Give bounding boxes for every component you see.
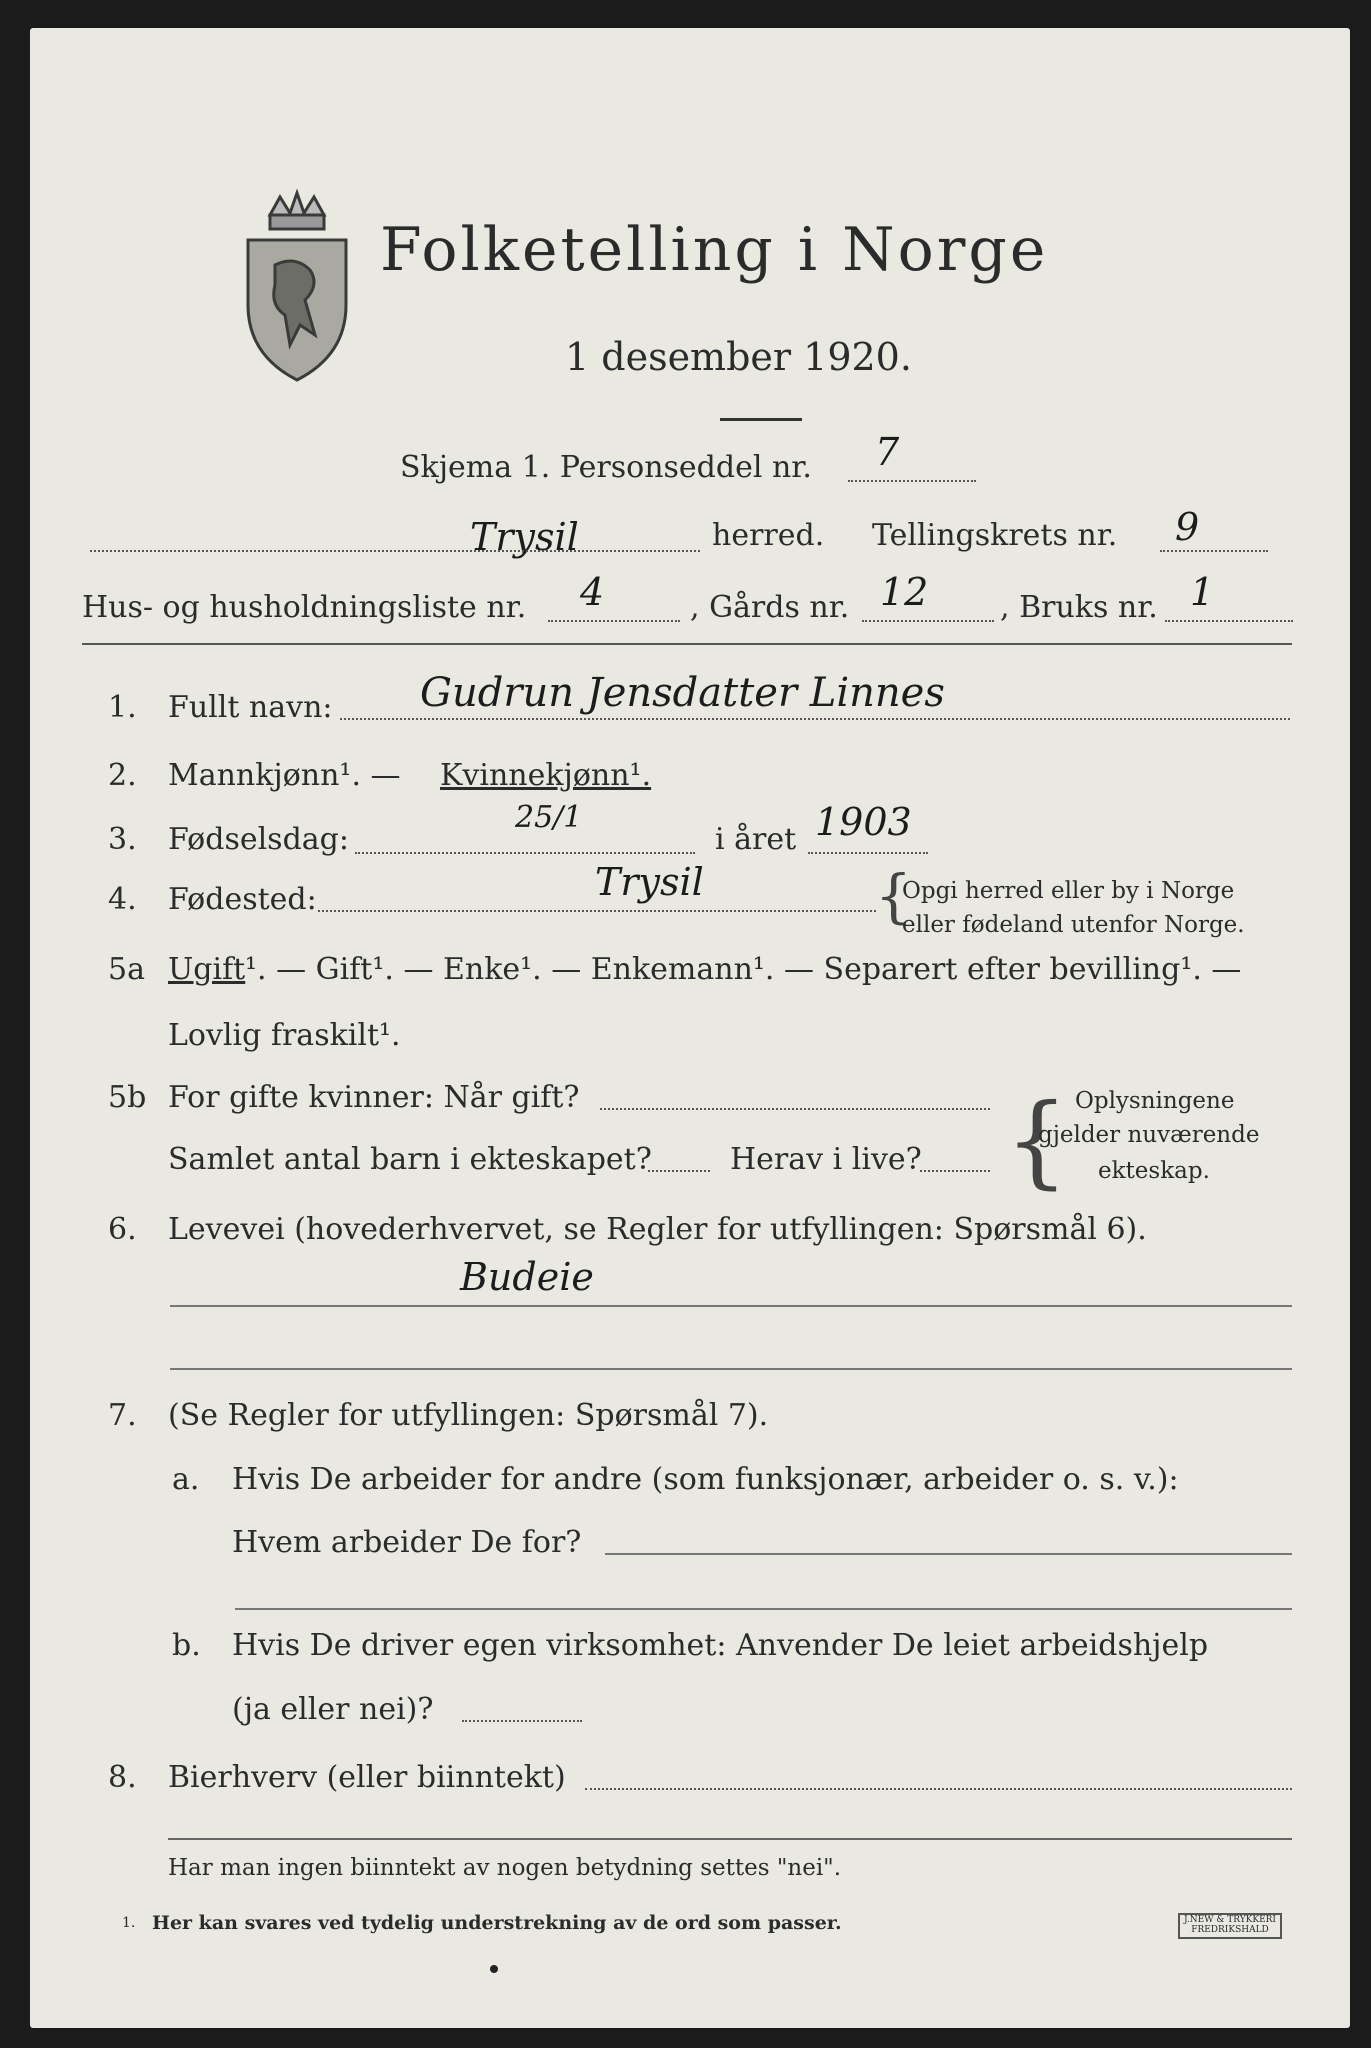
marriage-note-brace: { bbox=[1005, 1082, 1069, 1199]
side-income-label: Bierhverv (eller biinntekt) bbox=[168, 1760, 566, 1795]
gender-female-option[interactable]: Kvinnekjønn¹. bbox=[440, 758, 652, 793]
census-date: 1 desember 1920. bbox=[565, 335, 912, 379]
form-title: Folketelling i Norge bbox=[380, 215, 1049, 285]
marriage-note-line1: Oplysningene bbox=[1075, 1088, 1235, 1114]
herred-value[interactable]: Trysil bbox=[470, 515, 579, 559]
tellingskrets-number[interactable]: 9 bbox=[1175, 505, 1200, 549]
schema-label: Skjema 1. Personseddel nr. bbox=[400, 450, 812, 485]
gards-line bbox=[862, 620, 994, 622]
birth-year-line bbox=[808, 852, 928, 854]
footer-divider bbox=[168, 1838, 1292, 1840]
q3-number: 3. bbox=[108, 822, 137, 857]
footnote-number: 1. bbox=[122, 1915, 136, 1931]
q7a-letter: a. bbox=[172, 1462, 200, 1497]
occupation-value[interactable]: Budeie bbox=[460, 1255, 594, 1299]
hired-help-line bbox=[462, 1720, 582, 1722]
employer-line bbox=[605, 1553, 1292, 1555]
hus-label: Hus- og husholdningsliste nr. bbox=[82, 590, 527, 625]
birthplace-note-line1: Opgi herred eller by i Norge bbox=[902, 878, 1235, 904]
q1-number: 1. bbox=[108, 690, 137, 725]
birthplace-line bbox=[318, 910, 876, 912]
section-divider bbox=[82, 643, 1292, 645]
herred-label: herred. bbox=[712, 518, 825, 553]
personseddel-number[interactable]: 7 bbox=[875, 430, 900, 474]
bruks-line bbox=[1165, 620, 1293, 622]
q7-label: (Se Regler for utfyllingen: Spørsmål 7). bbox=[168, 1398, 769, 1433]
q5b-number: 5b bbox=[108, 1080, 147, 1115]
birthplace-brace: { bbox=[875, 862, 912, 930]
title-divider bbox=[720, 418, 802, 421]
full-name-line bbox=[340, 718, 1290, 720]
q7a-label: Hvis De arbeider for andre (som funksjonær, arbeider o. s. v.): bbox=[232, 1462, 1179, 1497]
children-alive-line bbox=[920, 1170, 990, 1172]
occupation-line-2 bbox=[170, 1368, 1292, 1370]
employer-label: Hvem arbeider De for? bbox=[232, 1525, 582, 1560]
q5a-number: 5a bbox=[108, 952, 145, 987]
gards-label: , Gårds nr. bbox=[690, 590, 850, 625]
herred-line bbox=[90, 550, 700, 552]
q7-number: 7. bbox=[108, 1398, 137, 1433]
children-total-label: Samlet antal barn i ekteskapet? bbox=[168, 1142, 652, 1177]
q6-number: 6. bbox=[108, 1212, 137, 1247]
children-total-line bbox=[648, 1170, 710, 1172]
q4-number: 4. bbox=[108, 882, 137, 917]
children-alive-label: Herav i live? bbox=[730, 1142, 922, 1177]
gards-number[interactable]: 12 bbox=[880, 570, 929, 614]
tellingskrets-label: Tellingskrets nr. bbox=[872, 518, 1118, 553]
birthplace-note-line2: eller fødeland utenfor Norge. bbox=[902, 912, 1245, 938]
tellingskrets-line bbox=[1160, 550, 1268, 552]
bruks-label: , Bruks nr. bbox=[1000, 590, 1158, 625]
q7b-label: Hvis De driver egen virksomhet: Anvender De leiet arbeidshjelp bbox=[232, 1628, 1209, 1663]
birthdate-label: Fødselsdag: bbox=[168, 822, 349, 857]
q7b-letter: b. bbox=[172, 1628, 201, 1663]
side-income-line bbox=[585, 1788, 1292, 1790]
footer-note: Har man ingen biinntekt av nogen betydning settes "nei". bbox=[168, 1855, 842, 1881]
marital-divorced-option[interactable]: Lovlig fraskilt¹. bbox=[168, 1018, 401, 1053]
birthplace-label: Fødested: bbox=[168, 882, 317, 917]
q1-label: Fullt navn: bbox=[168, 690, 333, 725]
q8-number: 8. bbox=[108, 1760, 137, 1795]
hus-line bbox=[548, 620, 680, 622]
marriage-note-line2: gjelder nuværende bbox=[1038, 1122, 1260, 1148]
birth-year-label: i året bbox=[715, 822, 797, 857]
married-when-label: For gifte kvinner: Når gift? bbox=[168, 1080, 580, 1115]
birthdate-value[interactable]: 25/1 bbox=[515, 800, 583, 835]
footnote-text: Her kan svares ved tydelig understrekning av de ord som passer. bbox=[152, 1912, 842, 1934]
personseddel-line bbox=[848, 480, 976, 482]
printer-stamp: J.NEW & TRYKKERI FREDRIKSHALD bbox=[1178, 1913, 1282, 1939]
hus-number[interactable]: 4 bbox=[580, 570, 605, 614]
occupation-label: Levevei (hovederhvervet, se Regler for utfyllingen: Spørsmål 6). bbox=[168, 1212, 1147, 1247]
hired-help-label: (ja eller nei)? bbox=[232, 1692, 434, 1727]
birthplace-value[interactable]: Trysil bbox=[595, 860, 704, 904]
ink-dot bbox=[490, 1965, 498, 1973]
full-name-value[interactable]: Gudrun Jensdatter Linnes bbox=[420, 670, 945, 716]
married-when-line bbox=[600, 1108, 990, 1110]
gender-male-option[interactable]: Mannkjønn¹. — bbox=[168, 758, 401, 793]
marital-unmarried-option[interactable]: Ugift bbox=[168, 952, 246, 987]
bruks-number[interactable]: 1 bbox=[1190, 570, 1215, 614]
q2-number: 2. bbox=[108, 758, 137, 793]
birthdate-line bbox=[355, 852, 695, 854]
birth-year-value[interactable]: 1903 bbox=[815, 800, 912, 844]
employer-line-2 bbox=[235, 1608, 1292, 1610]
marital-options[interactable]: ¹. — Gift¹. — Enke¹. — Enkemann¹. — Separert efter bevilling¹. — bbox=[245, 952, 1242, 987]
occupation-line-1 bbox=[170, 1305, 1292, 1307]
marriage-note-line3: ekteskap. bbox=[1098, 1158, 1210, 1184]
norway-coat-of-arms-icon bbox=[240, 185, 355, 385]
